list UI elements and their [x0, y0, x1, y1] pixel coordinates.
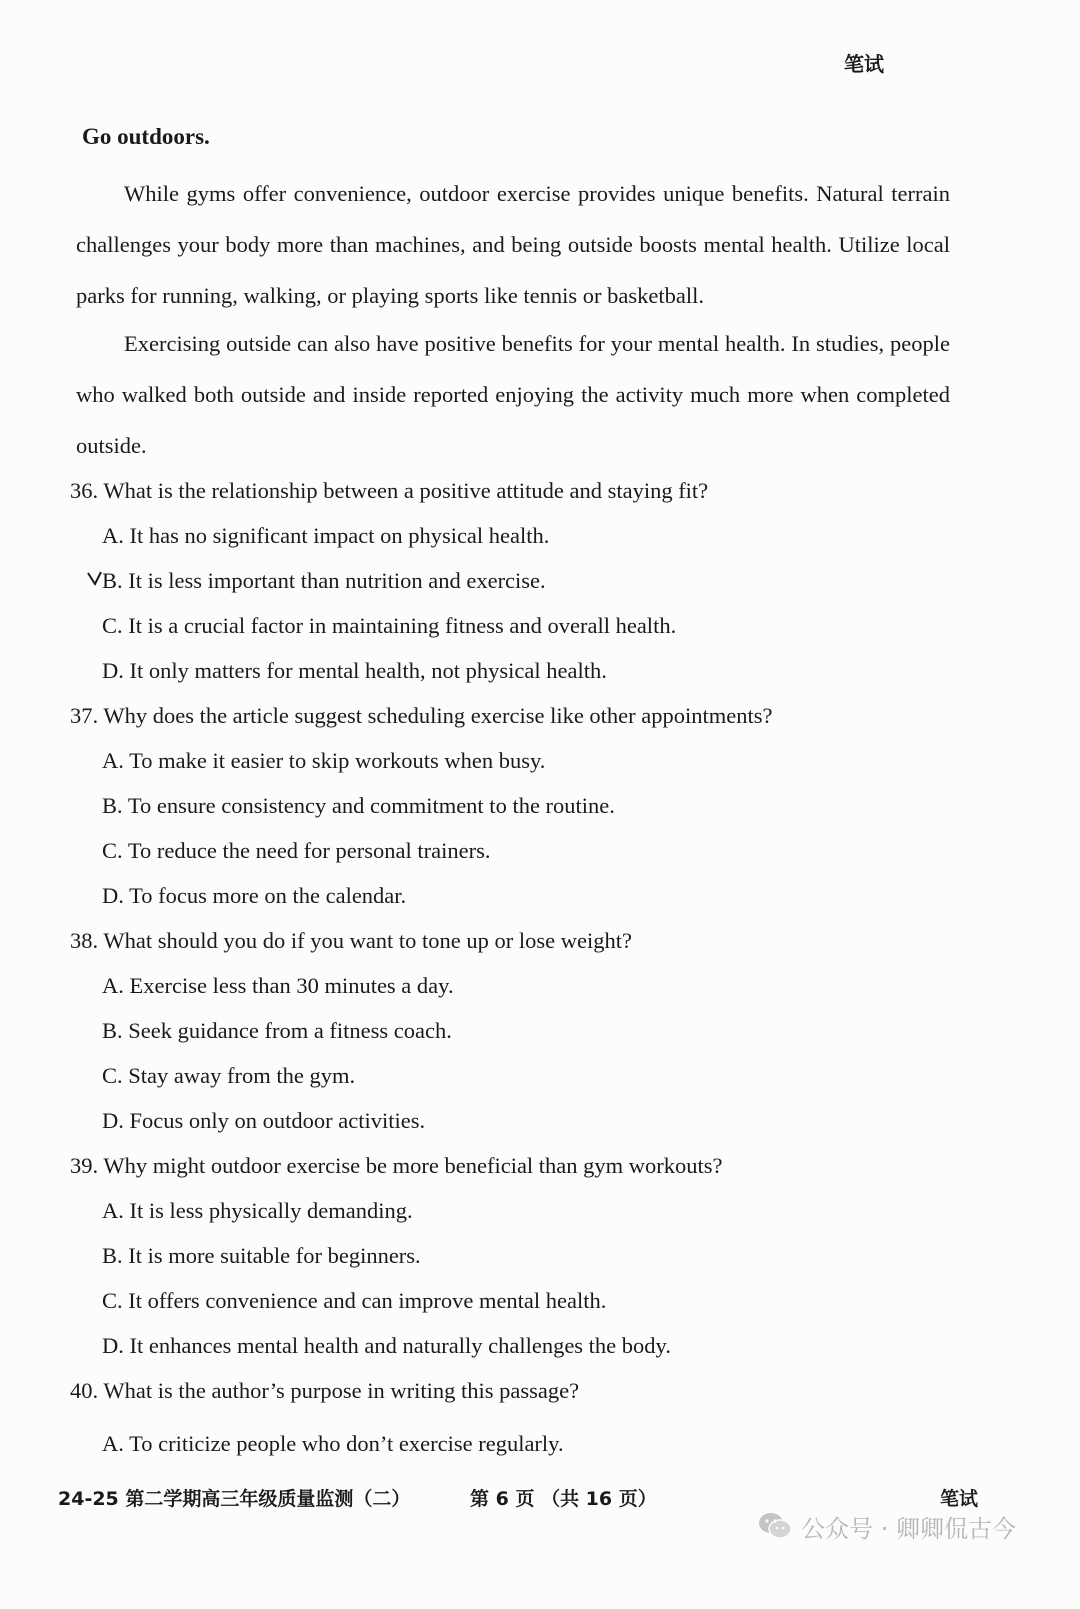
option-c: C. It is a crucial factor in maintaining fitness and overall health.: [102, 613, 677, 638]
option-a: A. To make it easier to skip workouts when busy.: [102, 748, 546, 773]
option-d: D. It enhances mental health and naturally challenges the body.: [102, 1333, 671, 1358]
option-a: A. It has no significant impact on physical health.: [102, 523, 550, 548]
option-c: C. To reduce the need for personal trainers.: [102, 838, 491, 863]
option-list: [70, 1188, 970, 1368]
option-d: D. It only matters for mental health, not physical health.: [102, 658, 607, 683]
option-b: B. It is more suitable for beginners.: [102, 1243, 421, 1268]
page-number: 第 6 页 （共 16 页）: [470, 1488, 657, 1510]
option-b: [70, 558, 970, 603]
watermark-text: 公众号 · 卿卿侃古今: [801, 1514, 1016, 1543]
watermark: [757, 1508, 1016, 1544]
option-list: [70, 1421, 970, 1466]
question-37: [70, 693, 970, 918]
paragraph-1: While gyms offer convenience, outdoor exercise provides unique benefits. Natural terrain challenges your body more than machines, and being outside boosts mental health. Utilize local parks for running, walking, or playing sports like tennis or basketball.: [76, 181, 950, 308]
question-stem: 36. What is the relationship between a positive attitude and staying fit?: [70, 478, 709, 503]
question-stem: 37. Why does the article suggest scheduling exercise like other appointments?: [70, 703, 773, 728]
option-b: B. Seek guidance from a fitness coach.: [102, 1018, 452, 1043]
question-stem: 38. What should you do if you want to tone up or lose weight?: [70, 928, 633, 953]
option-list: [70, 513, 970, 693]
footer-label: 笔试: [939, 1488, 978, 1510]
option-c: C. Stay away from the gym.: [102, 1063, 356, 1088]
option-list: [70, 738, 970, 918]
paragraph-2: Exercising outside can also have positive benefits for your mental health. In studies, people who walked both outside and inside reported enjoying the activity much more when completed outside.: [76, 331, 950, 458]
question-38: [70, 918, 970, 1143]
question-stem: 40. What is the author’s purpose in writing this passage?: [70, 1378, 580, 1403]
option-d: D. Focus only on outdoor activities.: [102, 1108, 426, 1133]
question-36: [70, 468, 970, 693]
corner-label: 笔试: [844, 52, 884, 76]
option-b: B. To ensure consistency and commitment to the routine.: [102, 793, 615, 818]
tick-mark-icon: [86, 570, 104, 588]
exam-title: 24-25 第二学期高三年级质量监测（二）: [58, 1488, 411, 1510]
option-c: C. It offers convenience and can improve mental health.: [102, 1288, 607, 1313]
option-a: A. Exercise less than 30 minutes a day.: [102, 973, 454, 998]
option-a: A. It is less physically demanding.: [102, 1198, 413, 1223]
option-a: A. To criticize people who don’t exercise regularly.: [102, 1431, 564, 1456]
option-text: B. It is less important than nutrition and exercise.: [102, 568, 546, 593]
question-40: [70, 1368, 970, 1466]
option-d: D. To focus more on the calendar.: [102, 883, 407, 908]
option-list: [70, 963, 970, 1143]
question-stem: 39. Why might outdoor exercise be more beneficial than gym workouts?: [70, 1153, 723, 1178]
section-heading: Go outdoors.: [82, 124, 210, 149]
wechat-icon: [757, 1511, 793, 1541]
question-39: [70, 1143, 970, 1368]
